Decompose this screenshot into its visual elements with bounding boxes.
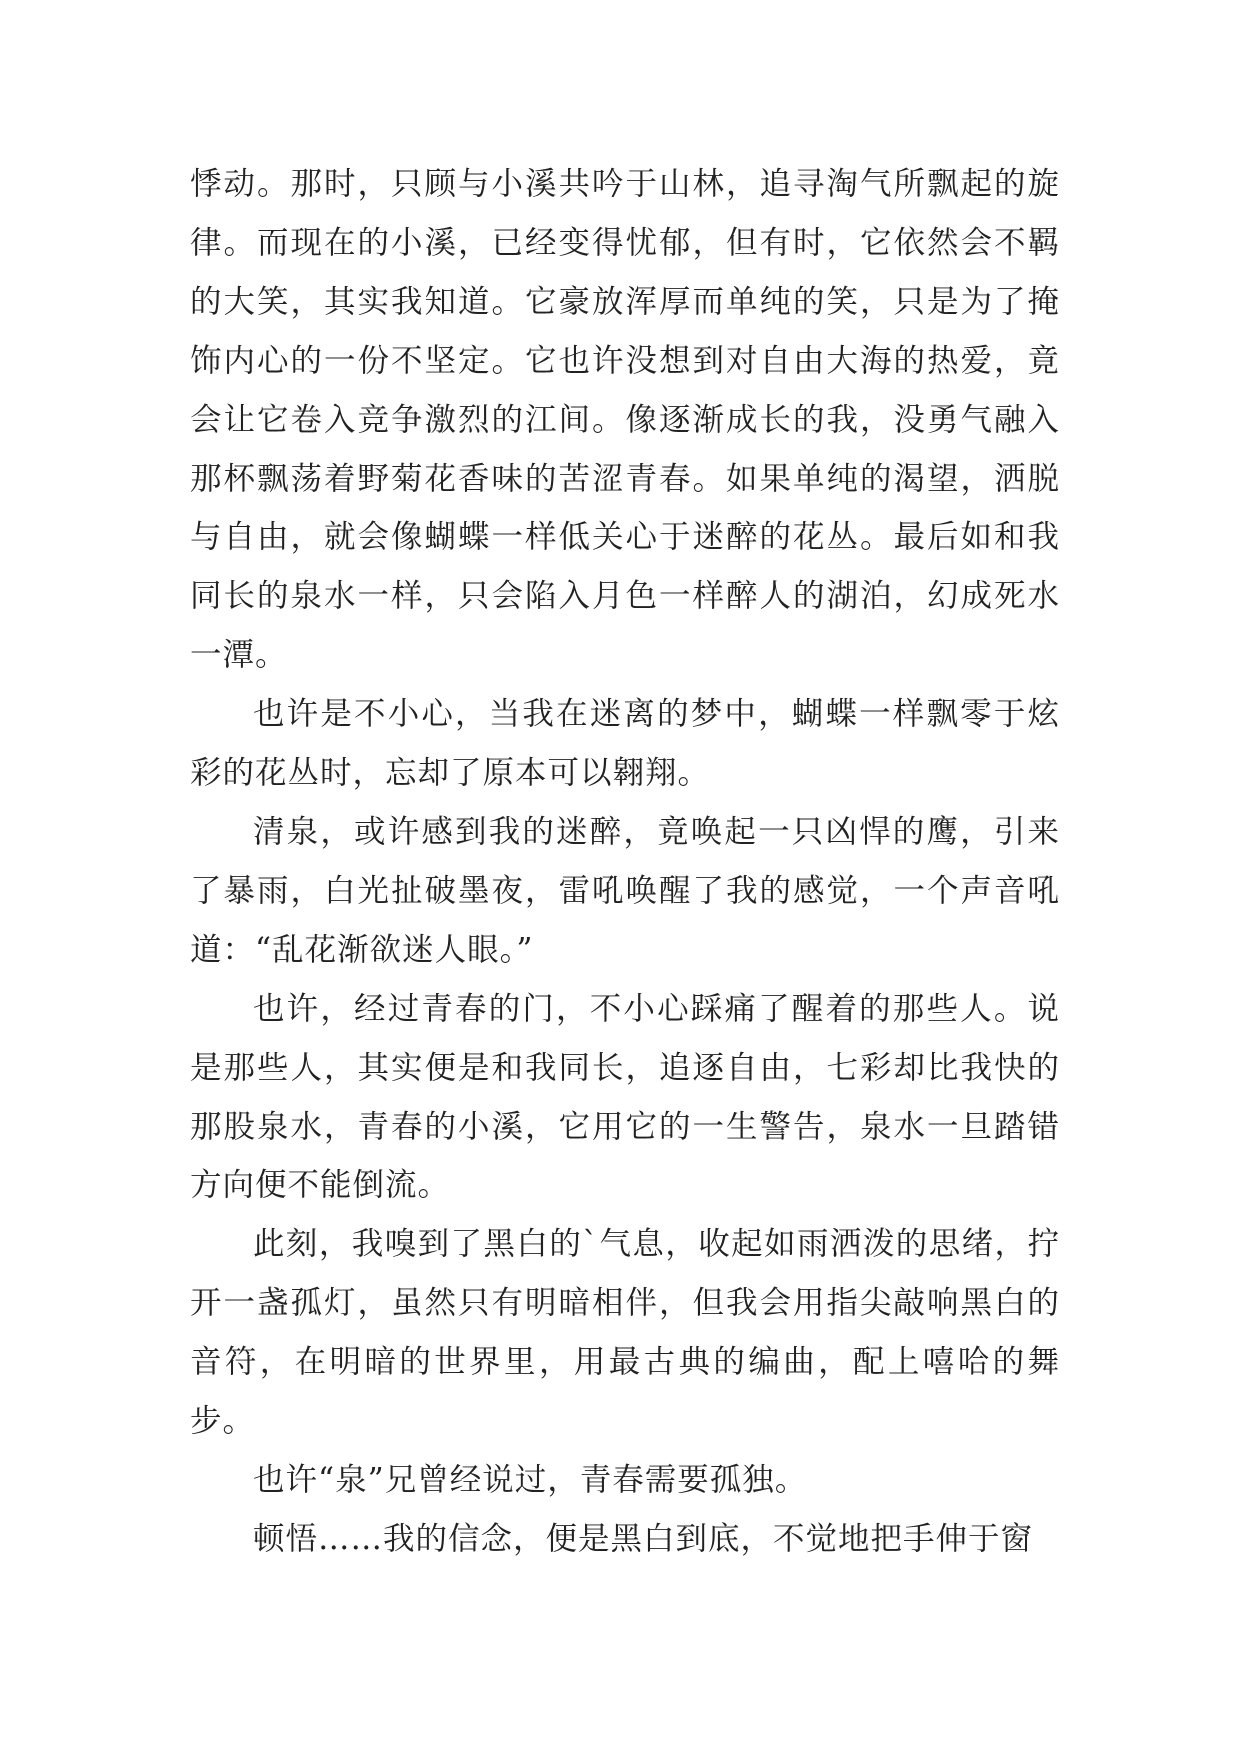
paragraph-5: 此刻，我嗅到了黑白的`气息，收起如雨洒泼的思绪，拧开一盏孤灯，虽然只有明暗相伴，但我会用指尖敲响黑白的音符，在明暗的世界里，用最古典的编曲，配上嘻哈的舞步。: [190, 1226, 1060, 1440]
essay-body: [190, 155, 1060, 1569]
paragraph-1: 悸动。那时，只顾与小溪共吟于山林，追寻淘气所飘起的旋律。而现在的小溪，已经变得忧郁，但有时，它依然会不羁的大笑，其实我知道。它豪放浑厚而单纯的笑，只是为了掩饰内心的一份不坚定。它也许没想到对自由大海的热爱，竟会让它卷入竞争激烈的江间。像逐渐成长的我，没勇气融入那杯飘荡着野菊花香味的苦涩青春。如果单纯的渴望，洒脱与自由，就会像蝴蝶一样低关心于迷醉的花丛。最后如和我同长的泉水一样，只会陷入月色一样醉人的湖泊，幻成死水一潭。: [190, 166, 1060, 674]
paragraph-7: 顿悟……我的信念，便是黑白到底，不觉地把手伸于窗: [253, 1520, 1034, 1557]
paragraph-4: 也许，经过青春的门，不小心踩痛了醒着的那些人。说是那些人，其实便是和我同长，追逐自由，七彩却比我快的那股泉水，青春的小溪，它用它的一生警告，泉水一旦踏错方向便不能倒流。: [190, 990, 1060, 1204]
paragraph-3: 清泉，或许感到我的迷醉，竟唤起一只凶悍的鹰，引来了暴雨，白光扯破墨夜，雷吼唤醒了我的感觉，一个声音吼道：“乱花渐欲迷人眼。”: [190, 813, 1060, 968]
paragraph-6: 也许“泉”兄曾经说过，青春需要孤独。: [253, 1461, 808, 1498]
paragraph-2: 也许是不小心，当我在迷离的梦中，蝴蝶一样飘零于炫彩的花丛时，忘却了原本可以翱翔。: [190, 696, 1060, 792]
